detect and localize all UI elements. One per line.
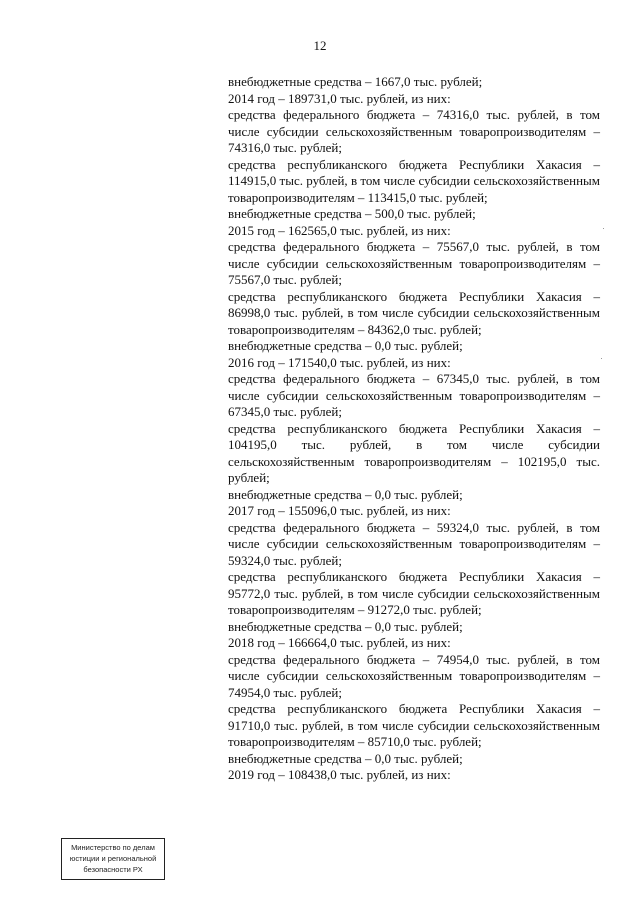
paragraph: средства федерального бюджета – 74316,0 тыс. рублей, в том числе субсидии сельскохозяйственным товаропроизводителям – 74316,0 тыс. рублей; bbox=[228, 107, 600, 155]
paragraph: 2018 год – 166664,0 тыс. рублей, из них: bbox=[228, 635, 451, 650]
stamp-line: Министерство по делам bbox=[71, 843, 155, 852]
paragraph: внебюджетные средства – 500,0 тыс. рублей; bbox=[228, 206, 476, 221]
paragraph: средства республиканского бюджета Республики Хакасия – 91710,0 тыс. рублей, в том числе субсидии сельскохозяйственным товаропроизводителям – 85710,0 тыс. рублей; bbox=[228, 701, 600, 749]
stamp-line: безопасности РХ bbox=[83, 865, 143, 874]
paragraph: внебюджетные средства – 0,0 тыс. рублей; bbox=[228, 338, 463, 353]
paragraph: средства республиканского бюджета Республики Хакасия – 86998,0 тыс. рублей, в том числе субсидии сельскохозяйственным товаропроизводителям – 84362,0 тыс. рублей; bbox=[228, 288, 600, 337]
paragraph: средства республиканского бюджета Республики Хакасия – 104195,0 тыс. рублей, в том числе субсидии сельскохозяйственным товаропроизводителям – 102195,0 тыс. рублей; bbox=[228, 420, 600, 485]
registration-stamp bbox=[61, 838, 165, 880]
paragraph: 2015 год – 162565,0 тыс. рублей, из них: bbox=[228, 222, 451, 238]
document-body bbox=[228, 74, 600, 784]
page-number: 12 bbox=[313, 38, 327, 53]
paragraph: 2014 год – 189731,0 тыс. рублей, из них: bbox=[228, 90, 451, 106]
paragraph: внебюджетные средства – 1667,0 тыс. рублей; bbox=[228, 74, 483, 89]
paragraph: 2019 год – 108438,0 тыс. рублей, из них: bbox=[228, 767, 451, 782]
paragraph: внебюджетные средства – 0,0 тыс. рублей; bbox=[228, 486, 463, 502]
paragraph: средства республиканского бюджета Республики Хакасия – 114915,0 тыс. рублей, в том числе субсидии сельскохозяйственным товаропроизводителям – 113415,0 тыс. рублей; bbox=[228, 156, 600, 205]
stamp-line: юстиции и региональной bbox=[69, 854, 157, 863]
paragraph: средства федерального бюджета – 67345,0 тыс. рублей, в том числе субсидии сельскохозяйственным товаропроизводителям – 67345,0 тыс. рублей; bbox=[228, 371, 600, 419]
paragraph: средства республиканского бюджета Республики Хакасия – 95772,0 тыс. рублей, в том числе субсидии сельскохозяйственным товаропроизводителям – 91272,0 тыс. рублей; bbox=[228, 569, 600, 617]
paragraph: 2017 год – 155096,0 тыс. рублей, из них: bbox=[228, 503, 451, 518]
scan-speck bbox=[601, 358, 602, 359]
scan-speck bbox=[603, 228, 604, 229]
paragraph: средства федерального бюджета – 59324,0 тыс. рублей, в том числе субсидии сельскохозяйственным товаропроизводителям – 59324,0 тыс. рублей; bbox=[228, 519, 600, 568]
paragraph: внебюджетные средства – 0,0 тыс. рублей; bbox=[228, 618, 463, 634]
paragraph: средства федерального бюджета – 75567,0 тыс. рублей, в том числе субсидии сельскохозяйственным товаропроизводителям – 75567,0 тыс. рублей; bbox=[228, 239, 600, 287]
paragraph: средства федерального бюджета – 74954,0 тыс. рублей, в том числе субсидии сельскохозяйственным товаропроизводителям – 74954,0 тыс. рублей; bbox=[228, 651, 600, 700]
paragraph: 2016 год – 171540,0 тыс. рублей, из них: bbox=[228, 354, 451, 370]
paragraph: внебюджетные средства – 0,0 тыс. рублей; bbox=[228, 750, 463, 766]
